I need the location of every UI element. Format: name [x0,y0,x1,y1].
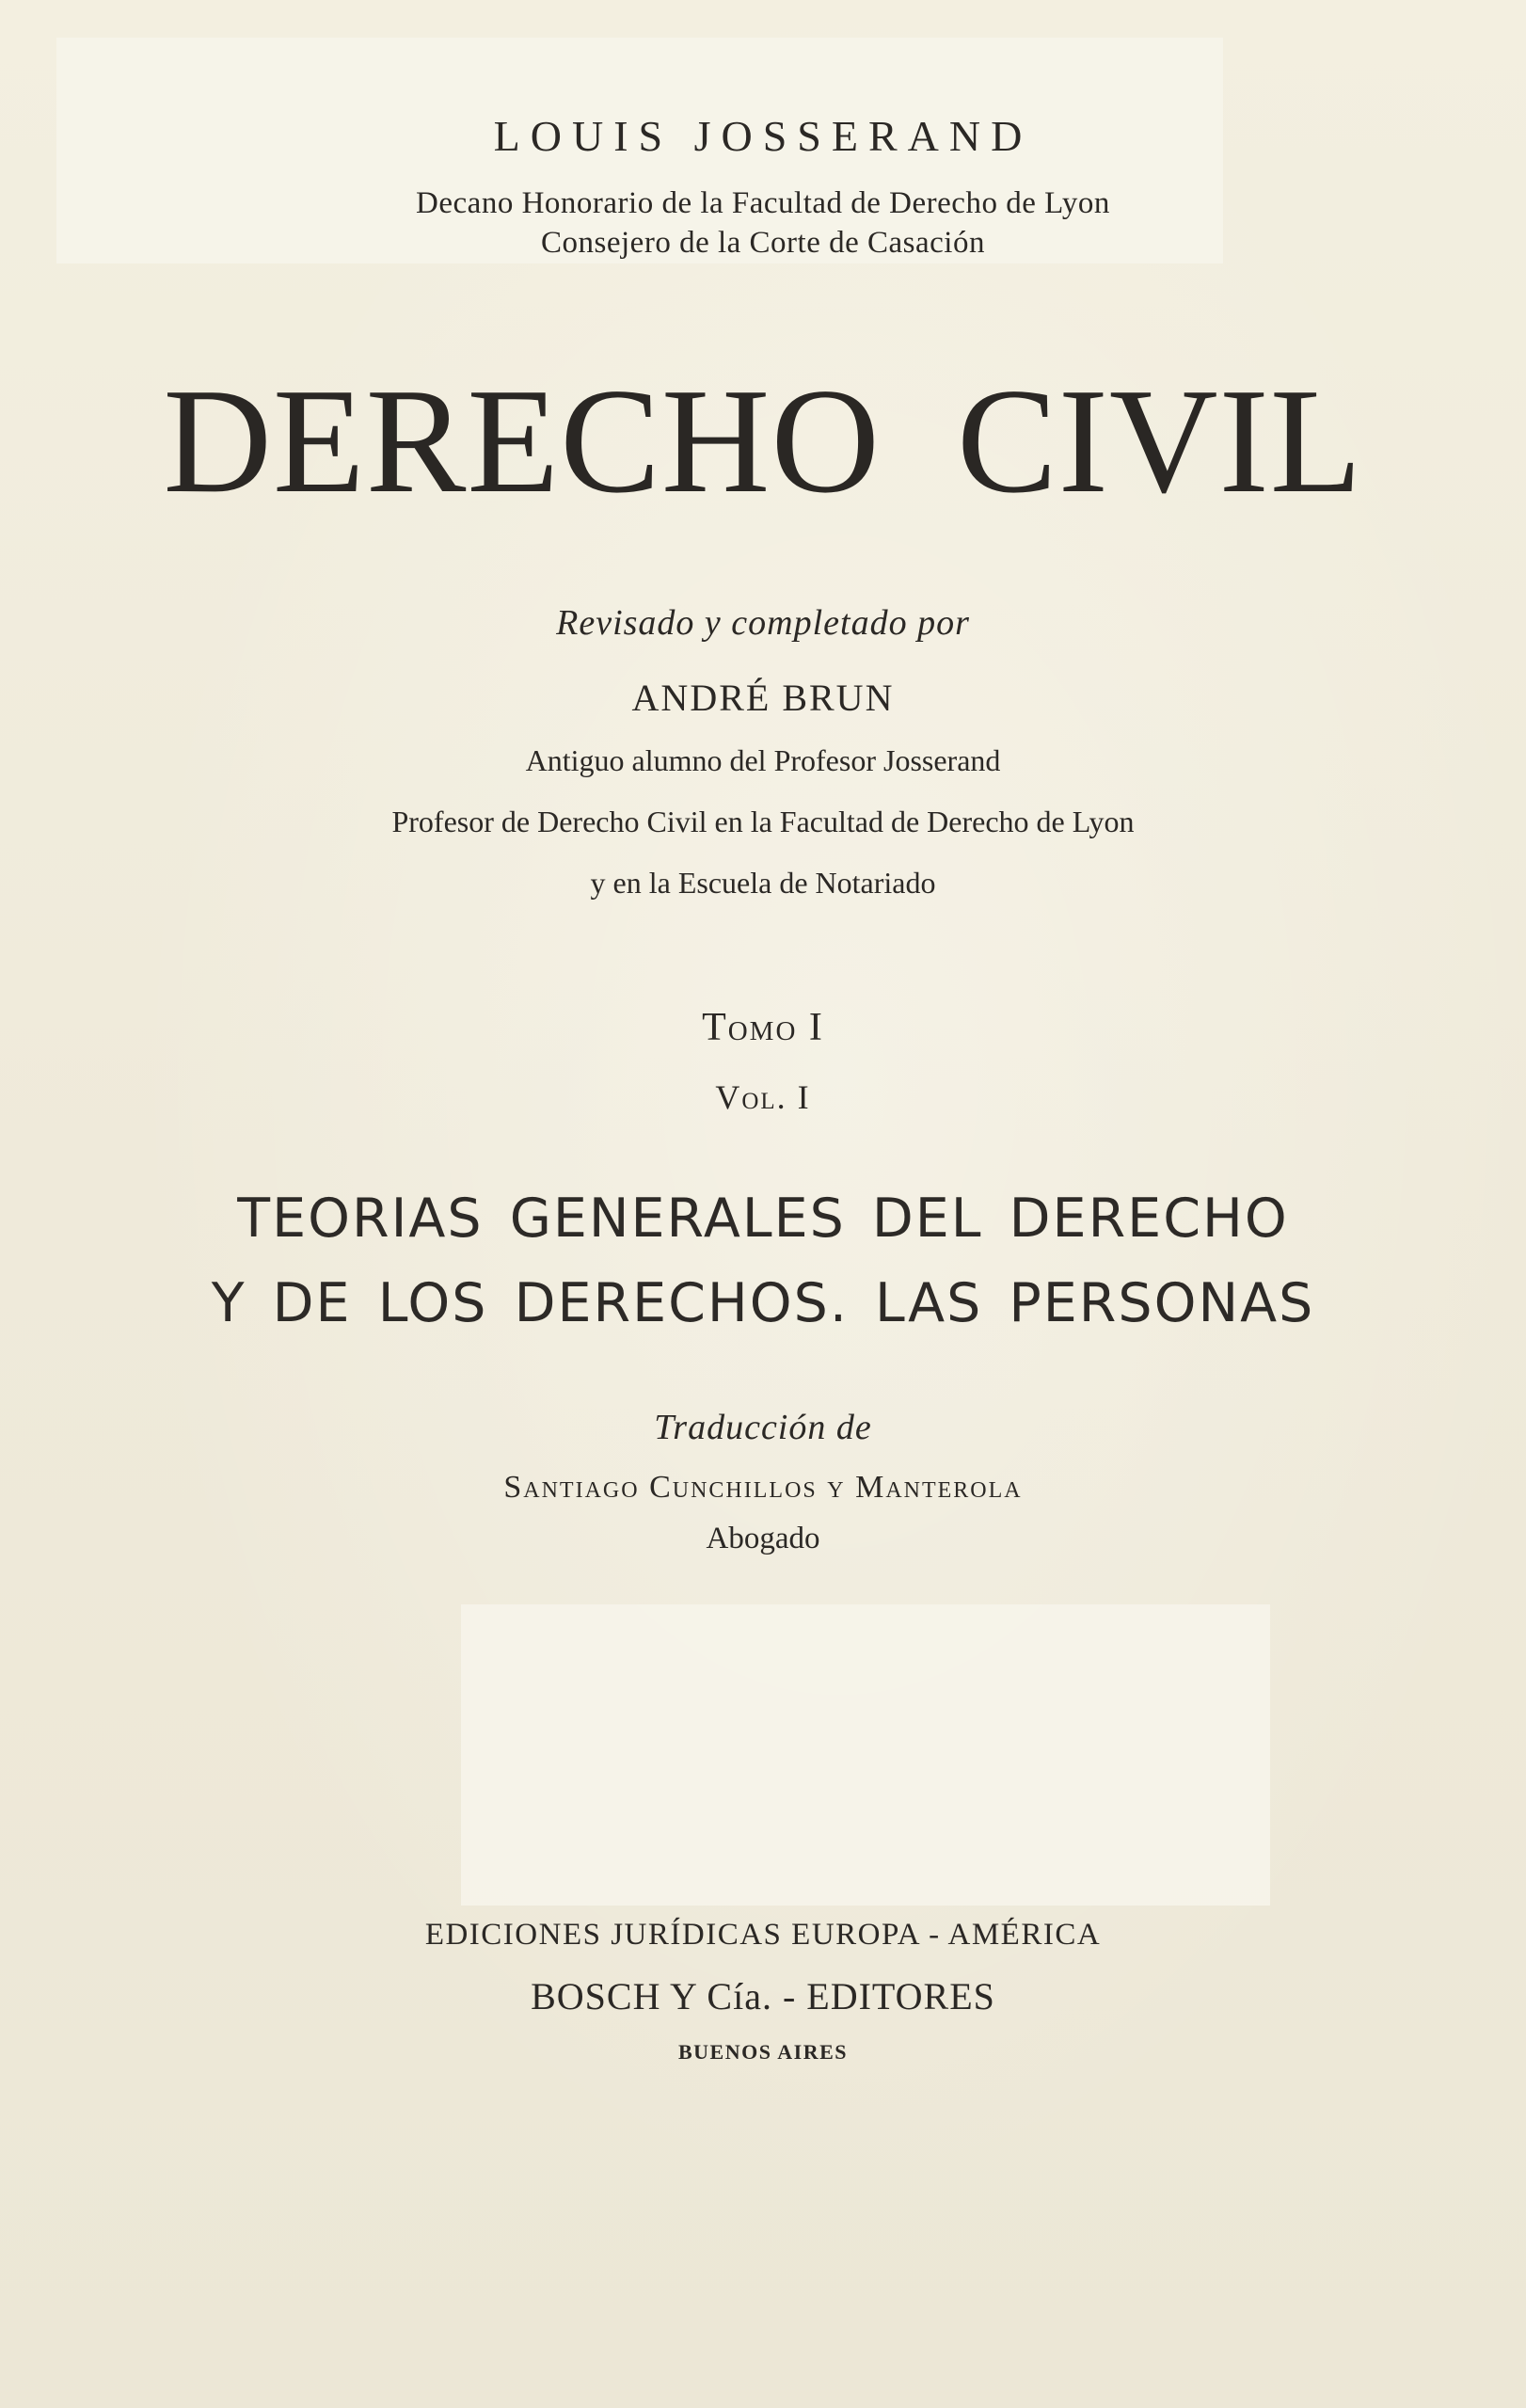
author-name: LOUIS JOSSERAND [493,112,1033,160]
publisher-name: BOSCH Y Cía. - EDITORES [531,1975,995,2017]
translator-name: Santiago Cunchillos y Manterola [503,1470,1023,1505]
subject-line-2: Y DE LOS DERECHOS. LAS PERSONAS [211,1272,1315,1334]
translator-role: Abogado [706,1522,820,1555]
author-role-counsel: Consejero de la Corte de Casación [541,226,985,260]
volume-label: Vol. I [715,1078,811,1116]
author-role-dean: Decano Honorario de la Facultad de Derecho de Lyon [416,186,1110,220]
reviser-role-school: y en la Escuela de Notariado [590,866,936,900]
revision-intro: Revisado y completado por [556,603,970,643]
tomo-label: Tomo I [702,1006,824,1049]
translation-intro: Traducción de [654,1408,872,1447]
paper-light-patch-bottom [461,1604,1270,1906]
publisher-city: BUENOS AIRES [677,2040,848,2064]
reviser-role-alumnus: Antiguo alumno del Profesor Josserand [525,743,1001,777]
publisher-series: EDICIONES JURÍDICAS EUROPA - AMÉRICA [424,1918,1102,1952]
book-title: DERECHO CIVIL [163,357,1363,524]
reviser-role-professor: Profesor de Derecho Civil en la Facultad de Derecho de Lyon [391,805,1135,838]
subject-line-1: TEORIAS GENERALES DEL DERECHO [237,1188,1289,1250]
reviser-name: ANDRÉ BRUN [631,677,895,719]
